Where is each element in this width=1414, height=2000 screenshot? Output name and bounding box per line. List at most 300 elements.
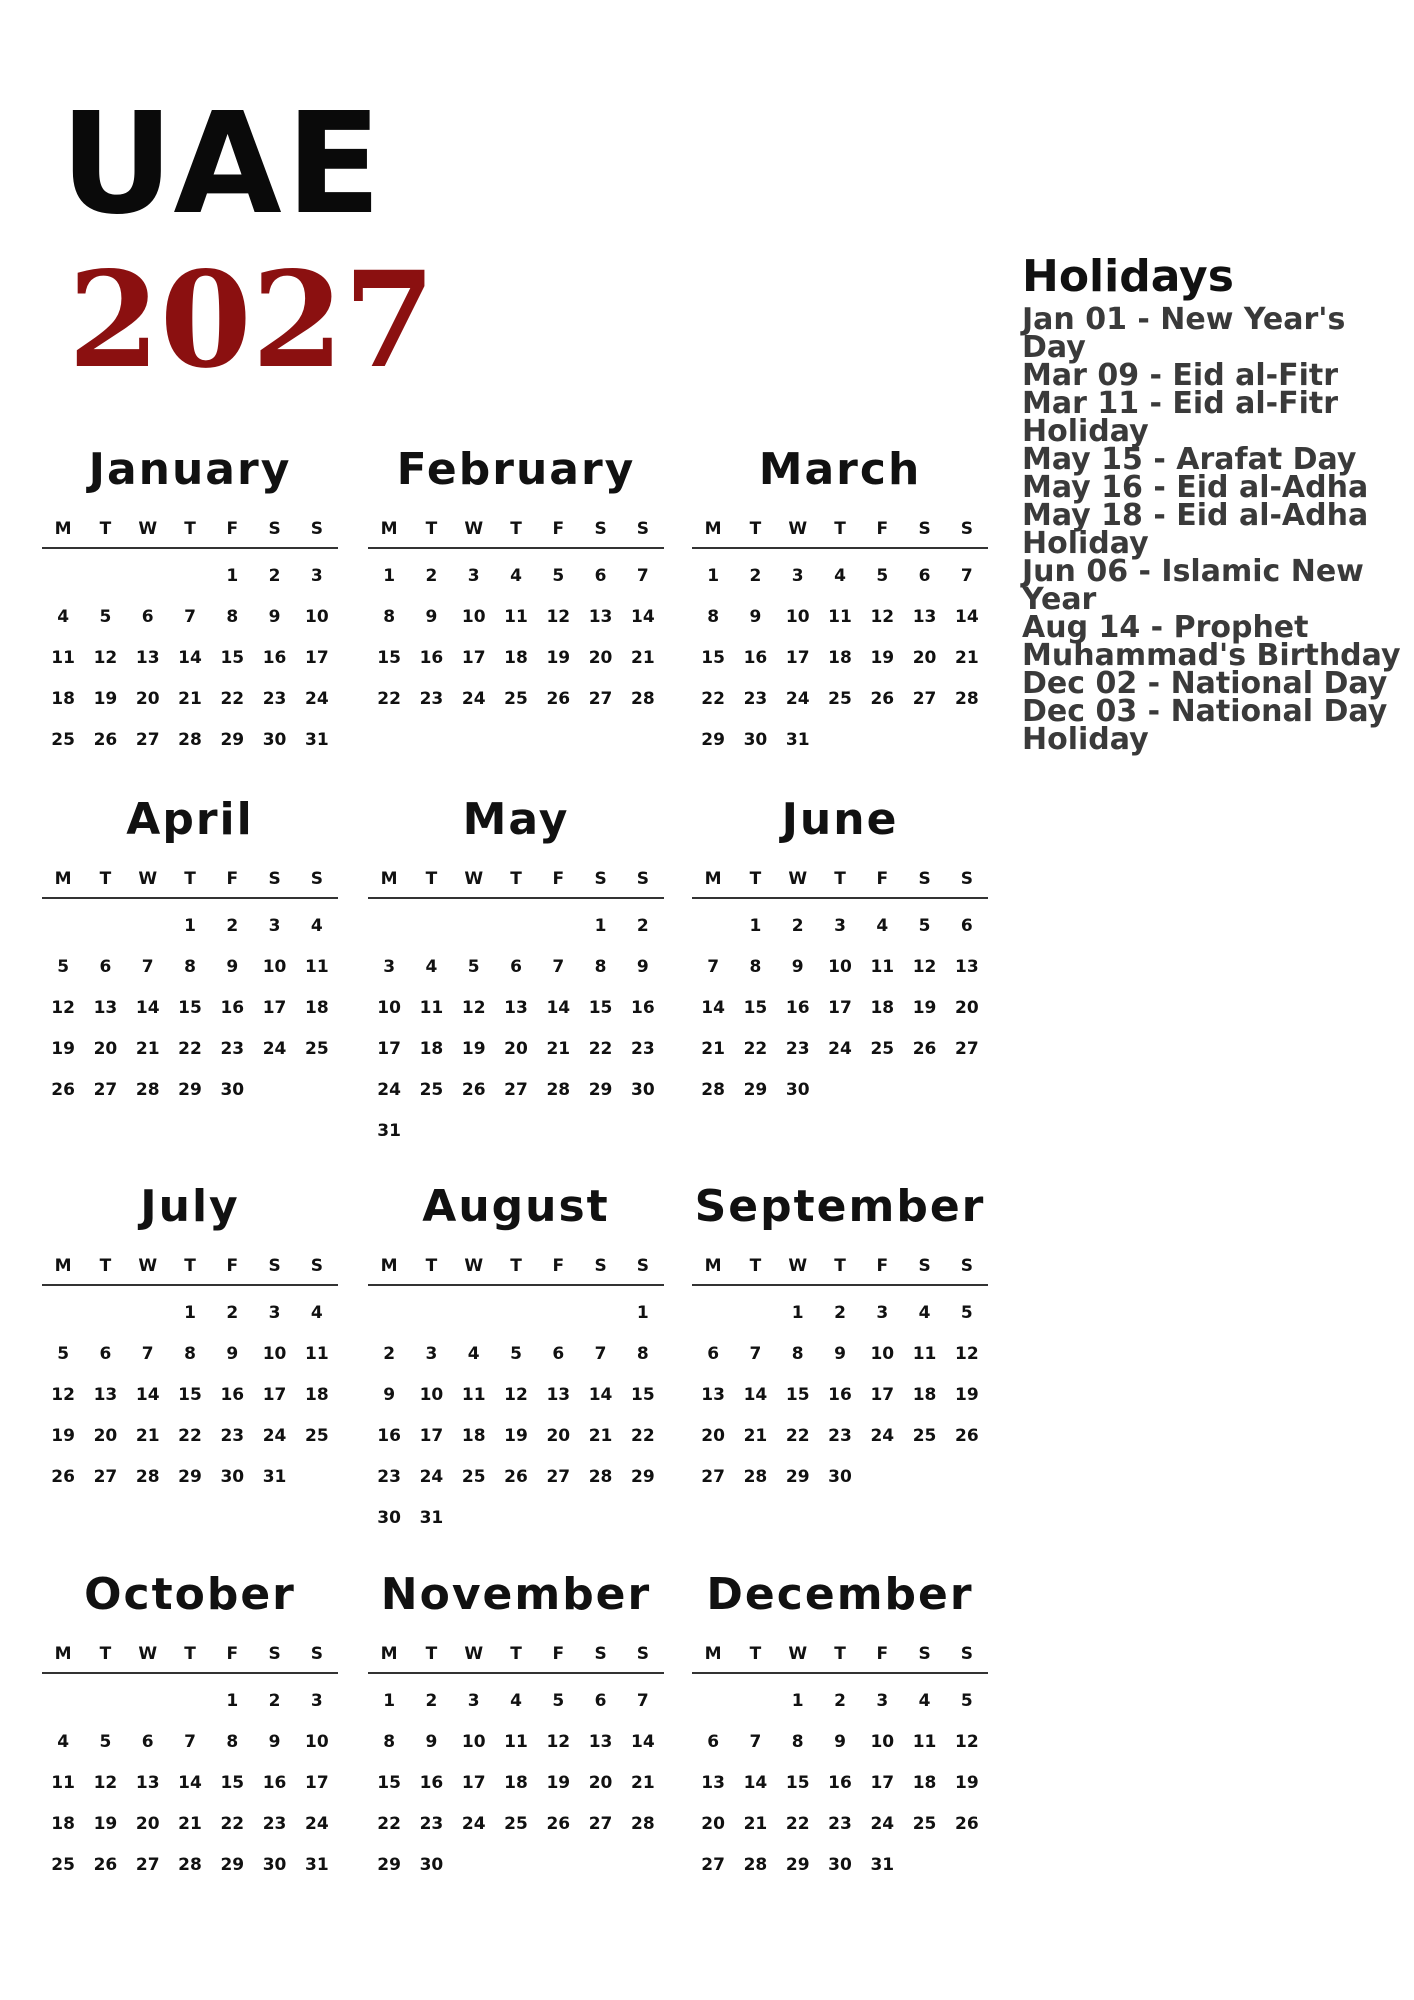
day-cell: 8 <box>594 956 607 977</box>
day-cell: 21 <box>135 1038 160 1059</box>
day-cell: 14 <box>135 1384 160 1405</box>
day-cell: 20 <box>701 1813 725 1834</box>
day-cell: 2 <box>834 1690 846 1711</box>
weekday-label: S <box>594 869 607 889</box>
day-cell: 6 <box>594 1690 607 1711</box>
month-name: October <box>84 1569 296 1620</box>
weekday-header <box>692 1248 988 1286</box>
day-cell: 7 <box>184 606 196 627</box>
weekday-label: T <box>99 1256 112 1276</box>
day-cell: 26 <box>504 1466 528 1487</box>
day-cell: 21 <box>588 1425 613 1446</box>
weekday-label: T <box>510 869 522 889</box>
day-cell: 11 <box>419 997 444 1018</box>
day-cell: 26 <box>912 1038 937 1059</box>
weekday-label: F <box>226 519 239 539</box>
weekday-label: T <box>425 869 438 889</box>
day-cell: 18 <box>419 1038 444 1059</box>
day-cell: 26 <box>546 1813 571 1834</box>
day-cell: 7 <box>184 1731 196 1752</box>
day-cell: 17 <box>828 997 852 1018</box>
day-cell: 27 <box>135 729 160 750</box>
day-cell: 2 <box>226 915 239 936</box>
day-cell: 21 <box>743 1813 768 1834</box>
calendar-year-title: 2027 <box>68 243 436 398</box>
day-cell: 30 <box>785 1079 810 1100</box>
day-cell: 11 <box>51 1772 75 1793</box>
day-cell: 11 <box>51 647 75 668</box>
day-cell: 30 <box>262 729 287 750</box>
day-cell: 26 <box>870 688 895 709</box>
day-cell: 6 <box>918 565 931 586</box>
weekday-label: M <box>380 1256 398 1276</box>
day-cell: 31 <box>377 1120 401 1141</box>
day-cell: 22 <box>743 1038 768 1059</box>
days-grid <box>368 899 664 1151</box>
day-cell: 14 <box>546 997 571 1018</box>
day-cell: 5 <box>918 915 931 936</box>
day-cell: 6 <box>99 1343 112 1364</box>
day-cell: 25 <box>419 1079 444 1100</box>
day-cell: 16 <box>262 1772 287 1793</box>
day-cell: 22 <box>220 1813 245 1834</box>
weekday-label: S <box>636 1644 649 1664</box>
day-cell: 28 <box>955 688 979 709</box>
day-cell: 13 <box>93 1384 118 1405</box>
day-cell: 31 <box>785 729 810 750</box>
day-cell: 29 <box>178 1466 202 1487</box>
day-cell: 31 <box>305 1854 329 1875</box>
day-cell: 16 <box>631 997 655 1018</box>
day-cell: 25 <box>912 1813 937 1834</box>
day-cell: 9 <box>834 1731 846 1752</box>
day-cell: 25 <box>912 1425 937 1446</box>
day-cell: 18 <box>51 1813 75 1834</box>
weekday-label: T <box>510 1256 522 1276</box>
day-cell: 6 <box>552 1343 565 1364</box>
day-cell: 25 <box>305 1038 329 1059</box>
weekday-label: S <box>268 519 281 539</box>
day-cell: 27 <box>701 1466 725 1487</box>
day-cell: 18 <box>51 688 75 709</box>
day-cell: 7 <box>552 956 565 977</box>
month-august <box>368 1182 664 1538</box>
day-cell: 12 <box>51 1384 75 1405</box>
day-cell: 23 <box>220 1425 245 1446</box>
day-cell: 23 <box>785 1038 810 1059</box>
day-cell: 28 <box>178 1854 202 1875</box>
weekday-label: M <box>380 869 398 889</box>
day-cell: 11 <box>504 1731 528 1752</box>
day-cell: 21 <box>631 647 655 668</box>
day-cell: 19 <box>546 1772 571 1793</box>
day-cell: 25 <box>51 1854 75 1875</box>
day-cell: 10 <box>377 997 401 1018</box>
day-cell: 28 <box>631 688 655 709</box>
weekday-header <box>368 1248 664 1286</box>
day-cell: 15 <box>178 1384 202 1405</box>
day-cell: 11 <box>912 1731 937 1752</box>
day-cell: 6 <box>707 1343 720 1364</box>
day-cell: 16 <box>828 1772 852 1793</box>
day-cell: 12 <box>955 1343 979 1364</box>
month-january <box>42 445 338 760</box>
day-cell: 3 <box>310 565 323 586</box>
day-cell: 2 <box>268 565 281 586</box>
day-cell: 29 <box>220 729 245 750</box>
day-cell: 14 <box>178 1772 202 1793</box>
day-cell: 17 <box>785 647 810 668</box>
day-cell: 15 <box>785 1384 810 1405</box>
holiday-item: Jan 01 - New Year's Day <box>1022 302 1346 365</box>
day-cell: 27 <box>504 1079 528 1100</box>
day-cell: 25 <box>305 1425 329 1446</box>
day-cell: 20 <box>93 1038 118 1059</box>
holiday-item: May 15 - Arafat Day <box>1022 442 1357 477</box>
day-cell: 23 <box>262 1813 287 1834</box>
weekday-label: T <box>99 869 112 889</box>
calendar-country-title: UAE <box>60 83 386 246</box>
day-cell: 21 <box>955 647 979 668</box>
day-cell: 1 <box>594 915 607 936</box>
day-cell: 6 <box>594 565 607 586</box>
day-cell: 30 <box>262 1854 287 1875</box>
day-cell: 15 <box>631 1384 655 1405</box>
day-cell: 17 <box>377 1038 401 1059</box>
day-cell: 4 <box>467 1343 480 1364</box>
weekday-label: S <box>918 869 931 889</box>
day-cell: 22 <box>588 1038 613 1059</box>
day-cell: 15 <box>377 1772 401 1793</box>
weekday-header <box>42 1636 338 1674</box>
weekday-label: T <box>184 1644 196 1664</box>
weekday-label: T <box>425 1256 438 1276</box>
weekday-label: S <box>918 519 931 539</box>
day-cell: 5 <box>552 565 565 586</box>
day-cell: 13 <box>701 1384 725 1405</box>
day-cell: 12 <box>51 997 75 1018</box>
holidays-heading: Holidays <box>1022 251 1234 302</box>
day-cell: 5 <box>99 1731 112 1752</box>
weekday-label: T <box>425 519 438 539</box>
days-grid <box>692 1674 988 1885</box>
weekday-label: F <box>876 519 889 539</box>
day-cell: 15 <box>377 647 401 668</box>
day-cell: 22 <box>220 688 245 709</box>
day-cell: 1 <box>383 1690 396 1711</box>
day-cell: 28 <box>743 1854 768 1875</box>
day-cell: 31 <box>870 1854 895 1875</box>
day-cell: 24 <box>870 1813 895 1834</box>
holiday-item: Mar 11 - Eid al-Fitr Holiday <box>1022 386 1339 449</box>
day-cell: 4 <box>310 915 323 936</box>
day-cell: 5 <box>99 606 112 627</box>
weekday-label: M <box>54 869 72 889</box>
day-cell: 17 <box>419 1425 444 1446</box>
weekday-label: T <box>184 869 196 889</box>
day-cell: 16 <box>220 1384 245 1405</box>
day-cell: 17 <box>870 1772 895 1793</box>
day-cell: 14 <box>743 1772 768 1793</box>
day-cell: 30 <box>419 1854 444 1875</box>
day-cell: 22 <box>178 1425 202 1446</box>
day-cell: 4 <box>834 565 846 586</box>
day-cell: 3 <box>268 915 281 936</box>
day-cell: 13 <box>588 1731 613 1752</box>
day-cell: 4 <box>510 565 522 586</box>
day-cell: 1 <box>184 915 196 936</box>
day-cell: 25 <box>828 688 852 709</box>
day-cell: 22 <box>631 1425 655 1446</box>
day-cell: 15 <box>220 1772 245 1793</box>
weekday-header <box>42 1248 338 1286</box>
weekday-label: T <box>184 1256 196 1276</box>
day-cell: 3 <box>876 1690 889 1711</box>
day-cell: 16 <box>377 1425 401 1446</box>
weekday-label: W <box>788 1644 808 1664</box>
day-cell: 11 <box>305 956 329 977</box>
day-cell: 30 <box>220 1079 245 1100</box>
weekday-label: S <box>310 869 323 889</box>
month-march <box>692 445 988 760</box>
weekday-label: W <box>464 1256 484 1276</box>
holiday-item: May 16 - Eid al-Adha <box>1022 470 1369 505</box>
day-cell: 13 <box>955 956 979 977</box>
weekday-label: T <box>99 1644 112 1664</box>
day-cell: 19 <box>504 1425 528 1446</box>
day-cell: 1 <box>791 1690 804 1711</box>
day-cell: 19 <box>93 1813 118 1834</box>
weekday-label: M <box>380 1644 398 1664</box>
day-cell: 11 <box>870 956 895 977</box>
weekday-label: T <box>834 519 846 539</box>
day-cell: 1 <box>636 1302 649 1323</box>
day-cell: 29 <box>631 1466 655 1487</box>
day-cell: 8 <box>749 956 762 977</box>
day-cell: 21 <box>701 1038 725 1059</box>
weekday-label: T <box>749 869 762 889</box>
day-cell: 8 <box>226 606 239 627</box>
day-cell: 19 <box>546 647 571 668</box>
weekday-label: F <box>552 1644 565 1664</box>
day-cell: 19 <box>93 688 118 709</box>
day-cell: 16 <box>743 647 768 668</box>
weekday-header <box>368 861 664 899</box>
holiday-item: Dec 03 - National Day Holiday <box>1022 694 1388 757</box>
day-cell: 7 <box>141 1343 154 1364</box>
day-cell: 9 <box>425 1731 438 1752</box>
holiday-item: Mar 09 - Eid al-Fitr <box>1022 358 1339 393</box>
day-cell: 5 <box>960 1690 973 1711</box>
day-cell: 30 <box>828 1854 852 1875</box>
day-cell: 3 <box>467 565 480 586</box>
weekday-label: T <box>510 1644 522 1664</box>
weekday-label: W <box>138 869 158 889</box>
day-cell: 6 <box>141 1731 154 1752</box>
weekday-label: T <box>834 869 846 889</box>
day-cell: 20 <box>955 997 979 1018</box>
day-cell: 7 <box>636 1690 649 1711</box>
day-cell: 7 <box>636 565 649 586</box>
day-cell: 25 <box>504 1813 528 1834</box>
day-cell: 16 <box>785 997 810 1018</box>
day-cell: 7 <box>749 1731 762 1752</box>
day-cell: 19 <box>51 1425 75 1446</box>
day-cell: 13 <box>912 606 937 627</box>
weekday-label: S <box>636 1256 649 1276</box>
day-cell: 20 <box>546 1425 571 1446</box>
day-cell: 10 <box>419 1384 444 1405</box>
day-cell: 12 <box>546 1731 571 1752</box>
day-cell: 15 <box>588 997 613 1018</box>
day-cell: 4 <box>918 1302 931 1323</box>
day-cell: 16 <box>262 647 287 668</box>
day-cell: 18 <box>461 1425 486 1446</box>
day-cell: 9 <box>425 606 438 627</box>
weekday-label: W <box>138 1644 158 1664</box>
day-cell: 15 <box>701 647 725 668</box>
weekday-header <box>42 861 338 899</box>
day-cell: 13 <box>588 606 613 627</box>
weekday-header <box>692 1636 988 1674</box>
day-cell: 14 <box>631 606 655 627</box>
day-cell: 4 <box>425 956 438 977</box>
day-cell: 8 <box>226 1731 239 1752</box>
day-cell: 29 <box>701 729 725 750</box>
month-november <box>368 1570 664 1885</box>
day-cell: 26 <box>546 688 571 709</box>
day-cell: 8 <box>383 606 396 627</box>
weekday-label: W <box>464 869 484 889</box>
day-cell: 21 <box>546 1038 571 1059</box>
day-cell: 29 <box>220 1854 245 1875</box>
day-cell: 10 <box>461 1731 486 1752</box>
weekday-label: S <box>594 1256 607 1276</box>
day-cell: 16 <box>419 1772 444 1793</box>
weekday-label: S <box>268 1644 281 1664</box>
day-cell: 18 <box>504 647 528 668</box>
weekday-label: F <box>226 1644 239 1664</box>
day-cell: 10 <box>785 606 810 627</box>
day-cell: 3 <box>383 956 396 977</box>
day-cell: 12 <box>955 1731 979 1752</box>
day-cell: 5 <box>960 1302 973 1323</box>
day-cell: 9 <box>749 606 762 627</box>
weekday-header <box>42 511 338 549</box>
weekday-label: S <box>918 1256 931 1276</box>
day-cell: 10 <box>262 956 287 977</box>
day-cell: 13 <box>546 1384 571 1405</box>
day-cell: 19 <box>51 1038 75 1059</box>
day-cell: 29 <box>588 1079 613 1100</box>
day-cell: 2 <box>268 1690 281 1711</box>
weekday-label: T <box>749 519 762 539</box>
weekday-label: M <box>704 1644 722 1664</box>
weekday-label: T <box>99 519 112 539</box>
day-cell: 22 <box>785 1425 810 1446</box>
month-name: December <box>706 1569 974 1620</box>
days-grid <box>368 1674 664 1885</box>
month-december <box>692 1570 988 1885</box>
day-cell: 6 <box>99 956 112 977</box>
day-cell: 5 <box>57 956 70 977</box>
day-cell: 16 <box>419 647 444 668</box>
weekday-label: T <box>184 519 196 539</box>
day-cell: 17 <box>461 1772 486 1793</box>
day-cell: 25 <box>870 1038 895 1059</box>
holiday-item: May 18 - Eid al-Adha Holiday <box>1022 498 1369 561</box>
month-may <box>368 795 664 1151</box>
day-cell: 6 <box>510 956 522 977</box>
day-cell: 17 <box>305 647 329 668</box>
day-cell: 15 <box>743 997 768 1018</box>
day-cell: 28 <box>743 1466 768 1487</box>
day-cell: 20 <box>588 1772 613 1793</box>
day-cell: 26 <box>93 729 118 750</box>
weekday-label: F <box>552 1256 565 1276</box>
month-name: September <box>694 1181 986 1232</box>
weekday-label: W <box>788 869 808 889</box>
day-cell: 2 <box>425 1690 438 1711</box>
day-cell: 9 <box>834 1343 846 1364</box>
day-cell: 28 <box>546 1079 571 1100</box>
day-cell: 18 <box>912 1772 937 1793</box>
day-cell: 1 <box>749 915 762 936</box>
day-cell: 7 <box>594 1343 607 1364</box>
day-cell: 20 <box>588 647 613 668</box>
weekday-label: F <box>552 519 565 539</box>
days-grid <box>368 1286 664 1538</box>
day-cell: 21 <box>631 1772 655 1793</box>
day-cell: 23 <box>220 1038 245 1059</box>
day-cell: 24 <box>262 1038 287 1059</box>
weekday-label: S <box>594 1644 607 1664</box>
weekday-header <box>692 511 988 549</box>
day-cell: 25 <box>51 729 75 750</box>
day-cell: 14 <box>743 1384 768 1405</box>
day-cell: 28 <box>701 1079 725 1100</box>
month-july <box>42 1182 338 1497</box>
month-name: February <box>396 444 636 495</box>
weekday-label: S <box>918 1644 931 1664</box>
weekday-label: T <box>749 1644 762 1664</box>
day-cell: 2 <box>636 915 649 936</box>
day-cell: 13 <box>93 997 118 1018</box>
day-cell: 27 <box>588 688 613 709</box>
holiday-item: Aug 14 - Prophet Muhammad's Birthday <box>1022 610 1401 673</box>
day-cell: 9 <box>636 956 649 977</box>
weekday-label: T <box>834 1644 846 1664</box>
weekday-label: F <box>226 869 239 889</box>
day-cell: 23 <box>377 1466 401 1487</box>
day-cell: 3 <box>791 565 804 586</box>
day-cell: 23 <box>631 1038 655 1059</box>
weekday-header <box>368 1636 664 1674</box>
day-cell: 11 <box>912 1343 937 1364</box>
day-cell: 3 <box>467 1690 480 1711</box>
day-cell: 10 <box>461 606 486 627</box>
day-cell: 23 <box>262 688 287 709</box>
day-cell: 10 <box>262 1343 287 1364</box>
day-cell: 8 <box>383 1731 396 1752</box>
day-cell: 1 <box>184 1302 196 1323</box>
weekday-label: W <box>138 1256 158 1276</box>
day-cell: 7 <box>960 565 973 586</box>
day-cell: 22 <box>785 1813 810 1834</box>
day-cell: 20 <box>93 1425 118 1446</box>
day-cell: 19 <box>912 997 937 1018</box>
weekday-label: W <box>138 519 158 539</box>
